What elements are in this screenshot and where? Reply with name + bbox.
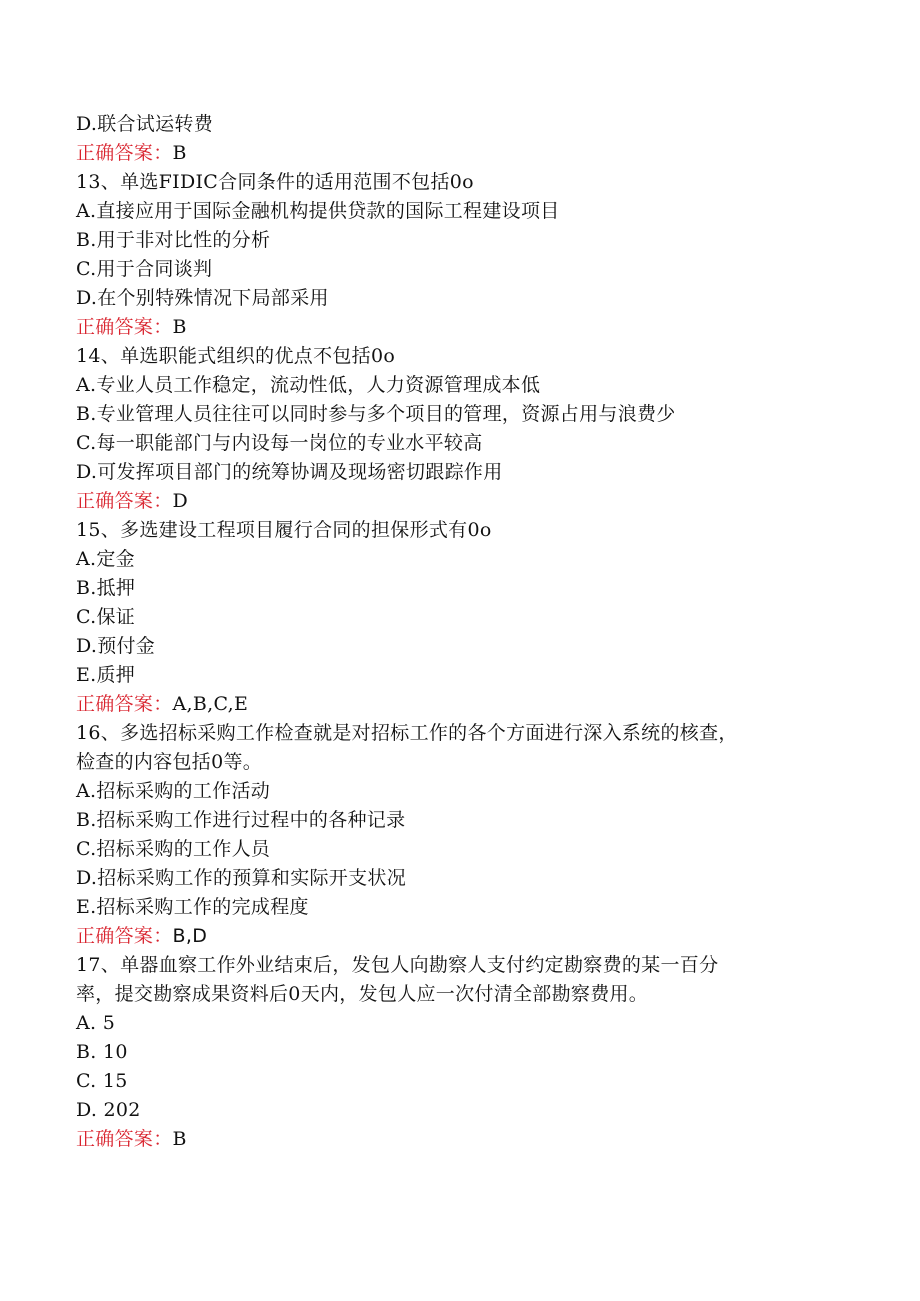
answer-value: B xyxy=(172,142,187,164)
answer-line xyxy=(76,690,856,719)
text-line: 14、单选职能式组织的优点不包括0o xyxy=(76,345,396,367)
text-line: B.专业管理人员往往可以同时参与多个项目的管理，资源占用与浪费少 xyxy=(76,403,676,425)
answer-label: 正确答案： xyxy=(76,693,173,715)
answer-line xyxy=(76,139,856,168)
text-line: E.质押 xyxy=(76,664,136,686)
text-line: A.专业人员工作稳定，流动性低，人力资源管理成本低 xyxy=(76,374,541,396)
answer-value: D xyxy=(172,490,189,512)
text-line: A.直接应用于国际金融机构提供贷款的国际工程建设项目 xyxy=(76,200,560,222)
text-line: E.招标采购工作的完成程度 xyxy=(76,896,309,918)
text-line: 率，提交勘察成果资料后0天内，发包人应一次付清全部勘察费用。 xyxy=(76,983,649,1005)
answer-value: B,D xyxy=(172,925,208,947)
answer-label: 正确答案： xyxy=(76,925,173,947)
answer-line xyxy=(76,487,856,516)
text-line: C.用于合同谈判 xyxy=(76,258,213,280)
text-line: C.招标采购的工作人员 xyxy=(76,838,271,860)
text-line: D.招标采购工作的预算和实际开支状况 xyxy=(76,867,406,889)
text-line: D.在个别特殊情况下局部采用 xyxy=(76,287,329,309)
text-line: A.定金 xyxy=(76,548,135,570)
answer-label: 正确答案： xyxy=(76,316,173,338)
answer-value: B xyxy=(172,316,187,338)
answer-line xyxy=(76,1125,856,1154)
text-line: 检查的内容包括0等。 xyxy=(76,751,263,773)
text-line: B.用于非对比性的分析 xyxy=(76,229,271,251)
answer-line xyxy=(76,922,856,951)
text-line: 17、单器血察工作外业结束后，发包人向勘察人支付约定勘察费的某一百分 xyxy=(76,954,719,976)
text-line: 16、多选招标采购工作检查就是对招标工作的各个方面进行深入系统的核查， xyxy=(76,722,738,744)
text-line: C.每一职能部门与内设每一岗位的专业水平较高 xyxy=(76,432,483,454)
answer-line xyxy=(76,313,856,342)
answer-label: 正确答案： xyxy=(76,490,173,512)
answer-value: A,B,C,E xyxy=(172,693,249,715)
answer-value: B xyxy=(172,1128,187,1150)
text-line: B. 10 xyxy=(76,1041,128,1063)
text-line: C. 15 xyxy=(76,1070,128,1092)
text-line: 15、多选建设工程项目履行合同的担保形式有0o xyxy=(76,519,492,541)
text-line: D.可发挥项目部门的统筹协调及现场密切跟踪作用 xyxy=(76,461,503,483)
text-line: 13、单选FIDIC合同条件的适用范围不包括0o xyxy=(76,171,474,193)
text-line: C.保证 xyxy=(76,606,136,628)
answer-label: 正确答案： xyxy=(76,142,173,164)
answer-label: 正确答案： xyxy=(76,1128,173,1150)
text-line: B.抵押 xyxy=(76,577,136,599)
text-line: D.预付金 xyxy=(76,635,156,657)
text-line: D.联合试运转费 xyxy=(76,113,213,135)
text-line: A. 5 xyxy=(76,1012,116,1034)
text-line: A.招标采购的工作活动 xyxy=(76,780,271,802)
document-content xyxy=(76,110,856,1154)
text-line: B.招标采购工作进行过程中的各种记录 xyxy=(76,809,406,831)
text-line: D. 202 xyxy=(76,1099,141,1121)
